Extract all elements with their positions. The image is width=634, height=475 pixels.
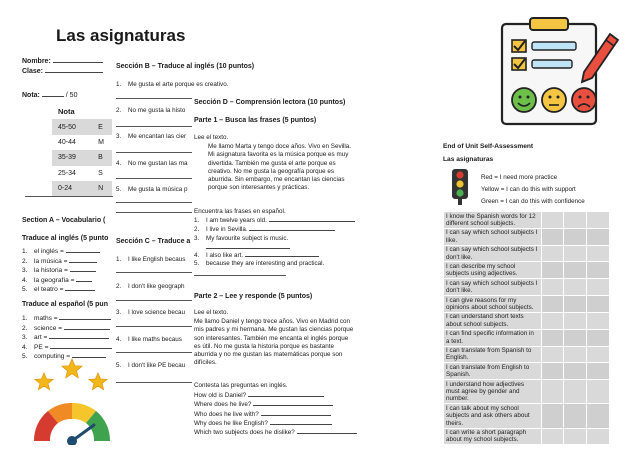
name-field[interactable]: Nombre: xyxy=(22,57,103,65)
mark-line xyxy=(42,91,64,97)
list-item[interactable]: 3. art = xyxy=(22,333,112,343)
table-row: 0-24 N xyxy=(52,181,112,196)
part2-title: Parte 2 – Lee y responde (5 puntos) xyxy=(194,293,313,300)
checklist-clipboard-icon xyxy=(498,14,622,128)
section-b-item-3: 3. Me encantan las cier xyxy=(116,133,187,140)
rating-cell[interactable] xyxy=(564,212,587,229)
part2-questions xyxy=(194,391,357,437)
section-c-item-5: 5. I don't like PE becau xyxy=(116,362,186,369)
list-item[interactable]: 1. maths = xyxy=(22,314,112,324)
list-item[interactable]: 1. I am twelve years old. xyxy=(194,216,355,225)
legend-red: Red = I need more practice xyxy=(481,174,558,181)
list-item[interactable]: Why does he like English? xyxy=(194,419,357,428)
part2-questions-label: Contesta las preguntas en inglés. xyxy=(194,382,288,389)
gauge-icon xyxy=(34,403,110,445)
rating-cell[interactable] xyxy=(541,212,564,229)
traffic-light-icon xyxy=(448,168,472,206)
list-item[interactable]: 5. computing = xyxy=(22,352,112,362)
grade-table-header: Nota xyxy=(52,104,92,119)
section-c-item-1: 1. I like English becaus xyxy=(116,256,186,263)
list-item[interactable]: 4. I also like art. xyxy=(194,251,355,260)
legend-green: Green = I can do this with confidence xyxy=(481,197,585,205)
mark-field[interactable]: Nota: / 50 xyxy=(22,92,78,99)
sad-face-icon xyxy=(572,88,596,112)
self-assessment-subtitle: Las asignaturas xyxy=(443,156,494,163)
list-item[interactable]: Where does he live? xyxy=(194,400,357,409)
section-c-title: Sección C – Traduce a xyxy=(116,238,191,245)
list-item[interactable]: 2. I live in Sevilla. xyxy=(194,225,355,234)
table-row: I can translate from Spanish to English. xyxy=(444,346,610,363)
list-item[interactable]: 1. el inglés = xyxy=(22,247,100,257)
section-b-item-1: 1. Me gusta el arte porque es creativo. xyxy=(116,81,229,88)
section-a-part1-title: Traduce al inglés (5 punto xyxy=(22,235,109,242)
part1-text: Me llamo Marta y tengo doce años. Vivo en Sevilla. Mi asignatura favorita es la música porque es muy divertida. También me gusta el arte porque es creativo. No me gusta la geografía porque es aburrida. Sin embargo, me encantan las ciencias porque son interesantes y prácticas. xyxy=(208,143,352,192)
list-item[interactable]: 5. el teatro = xyxy=(22,285,100,295)
part2-text: Me llamo Daniel y tengo trece años. Vivo en Madrid con mis padres y mi hermana. Me gustan las ciencias porque son interesantes. También me encanta el inglés porque es útil. No me gusta la historia porque es bastante aburrida y no me gustan las matemáticas porque son difíciles. xyxy=(194,318,354,367)
part1-items xyxy=(194,216,355,269)
table-row: I understand how adjectives must agree by gender and number. xyxy=(444,380,610,404)
table-row: I can say which school subjects I like. xyxy=(444,228,610,245)
list-item[interactable]: 5. because they are interesting and practical. xyxy=(194,260,325,268)
legend-yellow: Yellow = I can do this with support xyxy=(481,185,576,193)
class-line xyxy=(45,67,103,73)
section-c-item-3: 3. I love science becau xyxy=(116,309,186,316)
part1-instruction: Lee el texto. xyxy=(194,134,229,141)
table-row: I can say which school subjects I don't like. xyxy=(444,279,610,296)
section-a-title: Section A – Vocabulario ( xyxy=(22,217,106,224)
rating-cell[interactable] xyxy=(587,212,610,229)
section-b-title: Sección B – Traduce al inglés (10 puntos) xyxy=(116,63,255,70)
table-row: I can translate from English to Spanish. xyxy=(444,363,610,380)
table-row: 25-34 S xyxy=(52,166,112,181)
section-b-item-4: 4. No me gustan las ma xyxy=(116,160,188,167)
section-b-item-5: 5. Me gusta la música p xyxy=(116,186,188,193)
list-item[interactable]: 2. la música = xyxy=(22,257,100,267)
section-a-part1-list xyxy=(22,247,100,295)
grade-table xyxy=(52,104,112,196)
happy-face-icon xyxy=(512,88,536,112)
table-row: I can describe my school subjects using adjectives. xyxy=(444,262,610,279)
table-row: I can find specific information in a text. xyxy=(444,329,610,346)
list-item[interactable]: 3. My favourite subject is music. xyxy=(194,234,289,242)
table-row: I can understand short texts about school subjects. xyxy=(444,312,610,329)
part2-instruction: Lee el texto. xyxy=(194,309,229,316)
list-item[interactable]: Who does he live with? xyxy=(194,410,357,419)
page-title: Las asignaturas xyxy=(56,26,186,45)
list-item[interactable]: How old is Daniel? xyxy=(194,391,357,400)
table-row: I can say which school subjects I don't like. xyxy=(444,245,610,262)
list-item[interactable]: 2. science = xyxy=(22,324,112,334)
list-item[interactable]: 4. la geografía = xyxy=(22,276,100,286)
class-field[interactable]: Clase: xyxy=(22,67,103,75)
section-d-title: Sección D – Comprensión lectora (10 puntos) xyxy=(194,99,346,106)
list-item[interactable]: Which two subjects does he dislike? xyxy=(194,428,357,437)
part1-find-label: Encuentra las frases en español. xyxy=(194,208,286,215)
table-row: I can give reasons for my opinions about school subjects. xyxy=(444,296,610,313)
table-row: I can talk about my school subjects and ask others about theirs. xyxy=(444,404,610,428)
section-d-panel xyxy=(192,92,438,440)
section-b-item-2: 2. No me gusta la histo xyxy=(116,107,186,114)
table-row: 40-44 M xyxy=(52,135,112,150)
name-line xyxy=(53,57,103,63)
section-a-part2-list xyxy=(22,314,112,362)
stars-gauge-icon xyxy=(30,357,116,445)
table-row: I can write a short paragraph about my school subjects. xyxy=(444,428,610,445)
self-assessment-table xyxy=(443,211,610,445)
section-c-item-4: 4. I like maths becaus xyxy=(116,336,182,343)
table-row: I know the Spanish words for 12 different school subjects. xyxy=(444,212,610,229)
stars-icon xyxy=(35,359,107,390)
neutral-face-icon xyxy=(542,88,566,112)
traffic-legend xyxy=(481,172,585,207)
table-row: 35-39 B xyxy=(52,150,112,165)
self-assessment-title: End of Unit Self-Assessment xyxy=(443,143,534,150)
list-item[interactable]: 3. la historia = xyxy=(22,266,100,276)
table-row: 45-50 E xyxy=(52,119,112,134)
section-c-item-2: 2. I don't like geograph xyxy=(116,283,185,290)
divider xyxy=(25,196,113,197)
section-a-part2-title: Traduce al español (5 pun xyxy=(22,301,108,308)
part1-title: Parte 1 – Busca las frases (5 puntos) xyxy=(194,117,317,124)
list-item[interactable]: 4. PE = xyxy=(22,343,112,353)
